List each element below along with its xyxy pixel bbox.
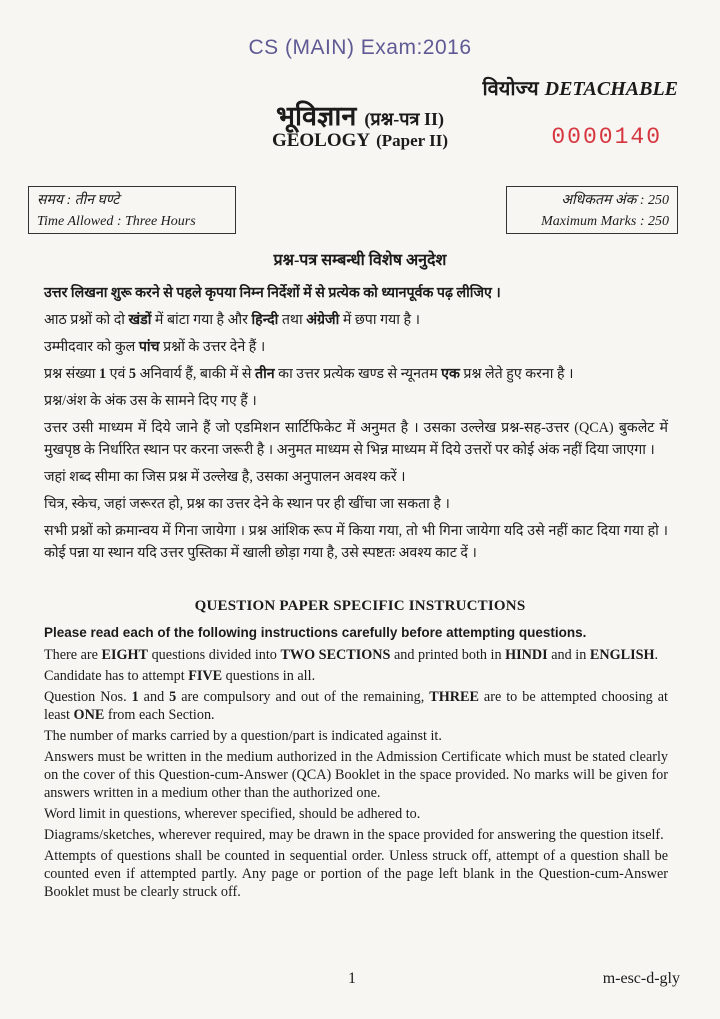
hindi-instruction-segment: खंडों [128, 312, 152, 328]
hindi-instruction-segment: तथा [278, 312, 307, 328]
english-instruction-segment: and in [547, 647, 590, 663]
hindi-instruction-6 [44, 417, 668, 461]
subject-name-hindi: भूविज्ञान [276, 101, 357, 131]
english-instruction-segment: Diagrams/sketches, wherever required, may be drawn in the space provided for answering the question itself. [44, 827, 664, 843]
english-instruction-segment: Candidate has to attempt [44, 668, 189, 684]
english-instruction-4 [44, 727, 668, 745]
english-instruction-segment: ONE [73, 707, 105, 723]
english-instruction-segment: are compulsory and out of the remaining, [176, 689, 430, 705]
english-instruction-segment: 5 [169, 689, 177, 705]
hindi-instruction-segment: उम्मीदवार को कुल [44, 339, 139, 355]
english-instruction-segment: questions divided into [148, 647, 281, 663]
hindi-instruction-segment: 1 [99, 366, 107, 382]
hindi-instruction-segment: चित्र, स्केच, जहां जरूरत हो, प्रश्न का उत्तर देने के स्थान पर ही खींचा जा सकता है । [44, 496, 450, 512]
hindi-instruction-segment: प्रश्नों के उत्तर देने हैं । [159, 339, 266, 355]
hindi-instruction-5 [44, 390, 668, 412]
hindi-instructions-heading: प्रश्न-पत्र सम्बन्धी विशेष अनुदेश [273, 252, 447, 269]
english-instruction-segment: The number of marks carried by a question/part is indicated against it. [44, 728, 442, 744]
detachable-label-hindi: वियोज्य [482, 78, 539, 100]
hindi-instruction-2 [44, 309, 668, 331]
english-instruction-segment: There are [44, 647, 102, 663]
hindi-instruction-segment: में बांटा गया है और [151, 312, 252, 328]
english-instruction-segment: from each Section. [104, 707, 215, 723]
time-allowed-hindi: समय : तीन घण्टे [37, 193, 120, 208]
english-instruction-1 [44, 646, 668, 664]
english-instruction-segment: TWO SECTIONS [280, 647, 391, 663]
detachable-label-english: DETACHABLE [544, 78, 678, 100]
hindi-instructions-list [44, 282, 668, 569]
hindi-instruction-segment: का उत्तर प्रत्येक खण्ड से न्यूनतम [274, 366, 442, 382]
hindi-instruction-segment: प्रश्न लेते हुए करना है । [459, 366, 574, 382]
english-instruction-6 [44, 805, 668, 823]
english-instructions-list [44, 624, 668, 904]
paper-number-english: (Paper II) [376, 131, 449, 150]
english-instructions-heading: QUESTION PAPER SPECIFIC INSTRUCTIONS [194, 598, 526, 614]
english-instruction-segment: Question Nos. [44, 689, 132, 705]
time-allowed-box [28, 186, 236, 234]
hindi-instruction-segment: आठ प्रश्नों को दो [44, 312, 129, 328]
maximum-marks-hindi: अधिकतम अंक : 250 [561, 193, 669, 208]
hindi-instruction-segment: तीन [254, 366, 275, 382]
exam-stamp: CS (MAIN) Exam:2016 [248, 36, 472, 59]
serial-number: 0000140 [551, 124, 662, 150]
hindi-instruction-9 [44, 520, 668, 564]
english-instruction-segment: Attempts of questions shall be counted in sequential order. Unless struck off, attempt of a question shall be counted even if attempted partly. Any page or portion of the page left blank in the Question-cum-Answer Booklet must be clearly struck off. [44, 848, 668, 900]
maximum-marks-english: Maximum Marks : 250 [541, 214, 669, 229]
paper-number-hindi: (प्रश्न-पत्र II) [364, 109, 444, 129]
hindi-instruction-segment: एक [441, 366, 460, 382]
english-instruction-segment: HINDI [505, 647, 548, 663]
hindi-instruction-segment: प्रश्न संख्या [44, 366, 99, 382]
english-instruction-segment: and [138, 689, 170, 705]
time-allowed-english: Time Allowed : Three Hours [37, 214, 196, 229]
english-instruction-7 [44, 826, 668, 844]
english-instruction-segment: 1 [131, 689, 139, 705]
hindi-instruction-segment: पांच [138, 339, 160, 355]
english-instruction-segment: questions in all. [222, 668, 316, 684]
hindi-instruction-segment: एवं [106, 366, 129, 382]
hindi-instruction-4 [44, 363, 668, 385]
hindi-instruction-segment: जहां शब्द सीमा का जिस प्रश्न में उल्लेख है, उसका अनुपालन अवश्य करें । [44, 469, 406, 485]
english-instruction-5 [44, 748, 668, 802]
paper-code: m-esc-d-gly [602, 970, 680, 987]
english-instruction-segment: ENGLISH [589, 647, 655, 663]
subject-name-english: GEOLOGY [271, 130, 371, 151]
english-instruction-segment: THREE [429, 689, 479, 705]
maximum-marks-box [506, 186, 678, 234]
english-instruction-2 [44, 667, 668, 685]
hindi-instruction-segment: अंग्रेजी [306, 312, 340, 328]
hindi-instruction-segment: प्रश्न/अंश के अंक उस के सामने दिए गए हैं । [44, 393, 257, 409]
english-instruction-segment: and printed both in [390, 647, 506, 663]
english-instructions-lead: Please read each of the following instructions carefully before attempting questions. [44, 625, 587, 640]
english-instruction-segment: EIGHT [101, 647, 149, 663]
hindi-instruction-segment: सभी प्रश्नों को क्रमान्वय में गिना जायेगा । प्रश्न आंशिक रूप में किया गया, तो भी गिना जायेगा यदि उसे नहीं काट दिया गया हो । कोई पन्ना या स्थान यदि उत्तर पुस्तिका में खाली छोड़ा गया है, उसे स्पष्टतः अवश्य काट दें । [44, 523, 668, 561]
hindi-instruction-8 [44, 493, 668, 515]
hindi-instruction-segment: में छपा गया है । [339, 312, 420, 328]
english-instruction-segment: . [654, 647, 659, 663]
english-instruction-segment: Word limit in questions, wherever specified, should be adhered to. [44, 806, 421, 822]
hindi-instruction-segment: उत्तर लिखना शुरू करने से पहले कृपया निम्न निर्देशों में से प्रत्येक को ध्यानपूर्वक पढ़ लीजिए । [44, 285, 501, 301]
hindi-instruction-3 [44, 336, 668, 358]
hindi-instruction-1 [44, 282, 668, 304]
hindi-instruction-segment: 5 [128, 366, 137, 382]
english-instruction-8 [44, 847, 668, 901]
english-instruction-segment: FIVE [188, 668, 223, 684]
english-instruction-3 [44, 688, 668, 724]
hindi-instruction-segment: उत्तर उसी माध्यम में दिये जाने हैं जो एडमिशन सार्टिफिकेट में अनुमत है । उसका उल्लेख प्रश्न-सह-उत्तर (QCA) बुकलेट में मुखपृष्ठ के निर्धारित स्थान पर करना जरूरी है । अनुमत माध्यम से भिन्न माध्यम में दिये उत्तरों पर कोई अंक नहीं दिया जाएगा । [44, 420, 668, 458]
english-instruction-segment: are to be attempted choosing at least [44, 689, 668, 723]
english-instruction-segment: Answers must be written in the medium authorized in the Admission Certificate which must be stated clearly on the cover of this Question-cum-Answer (QCA) Booklet in the space provided. No marks will be given for answers written in a medium other than the authorized one. [44, 749, 668, 801]
hindi-instruction-segment: हिन्दी [251, 312, 279, 328]
page-number: 1 [348, 970, 356, 987]
hindi-instruction-7 [44, 466, 668, 488]
hindi-instruction-segment: अनिवार्य हैं, बाकी में से [136, 366, 255, 382]
